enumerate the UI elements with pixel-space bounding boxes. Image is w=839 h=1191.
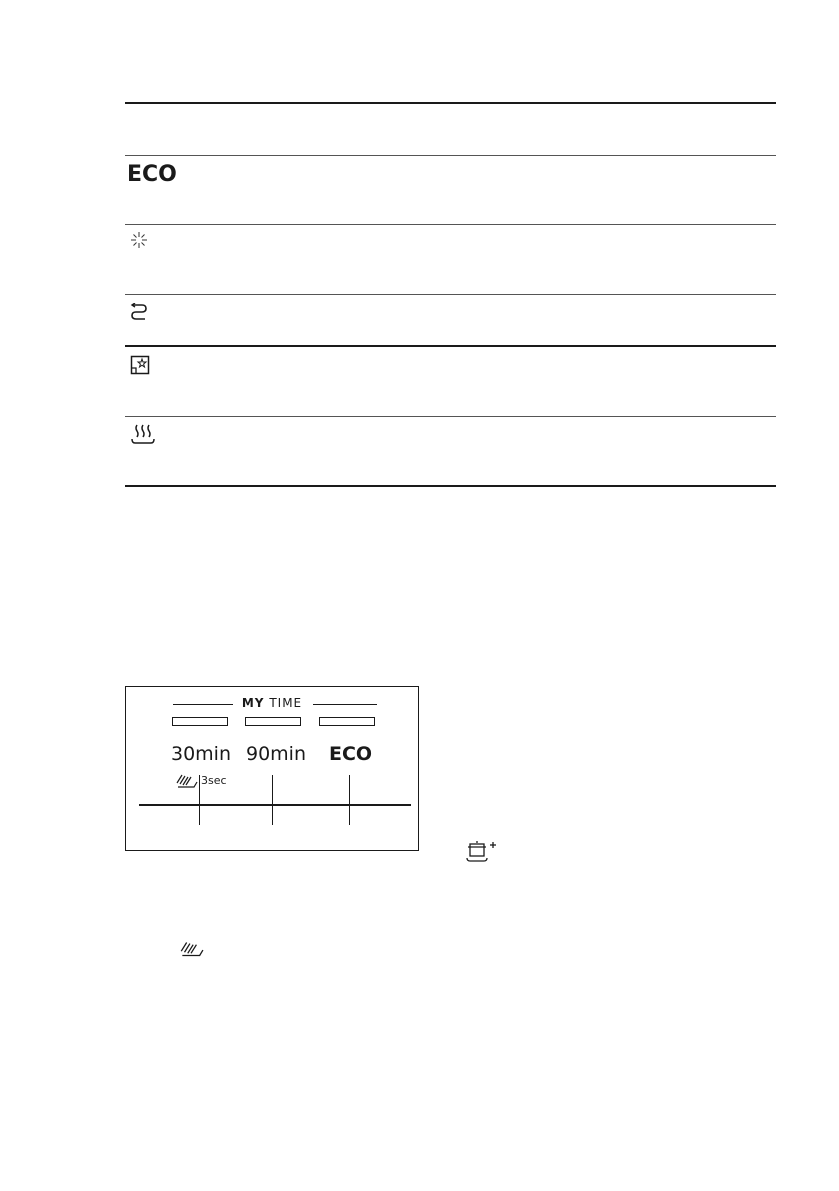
table-row-regeneration (125, 295, 776, 347)
option-90min[interactable]: 90min (246, 743, 307, 765)
panel-baseline (139, 804, 411, 806)
mytime-header-rest: TIME (269, 696, 303, 710)
rinse-spray-icon-standalone (178, 939, 204, 963)
rinse-aid-icon (130, 231, 148, 253)
extra-hygiene-icon (466, 839, 498, 869)
airdry-icon (130, 423, 156, 449)
table-row-rinse-aid (125, 225, 776, 295)
pointer-line-3 (349, 775, 350, 825)
regeneration-icon (130, 303, 148, 325)
mytime-header (126, 696, 418, 710)
option-30min[interactable]: 30min (171, 743, 232, 765)
option-indicator-2 (245, 717, 301, 726)
option-indicator-3 (319, 717, 375, 726)
control-panel-diagram (125, 686, 419, 851)
rinse-spray-icon (174, 773, 198, 793)
pointer-line-1 (199, 775, 200, 825)
mytime-header-bold: MY (241, 696, 265, 710)
table-row-eco (125, 156, 776, 225)
table-row-machine-care (125, 347, 776, 417)
eco-label: ECO (127, 162, 177, 187)
machine-care-icon (130, 355, 150, 379)
table-row-airdry (125, 417, 776, 485)
indicator-table (125, 102, 776, 487)
pointer-line-2 (272, 775, 273, 825)
option-eco[interactable]: ECO (329, 743, 373, 765)
table-header-row (125, 104, 776, 156)
option-indicator-1 (172, 717, 228, 726)
hold-time-label: 3sec (201, 774, 227, 787)
